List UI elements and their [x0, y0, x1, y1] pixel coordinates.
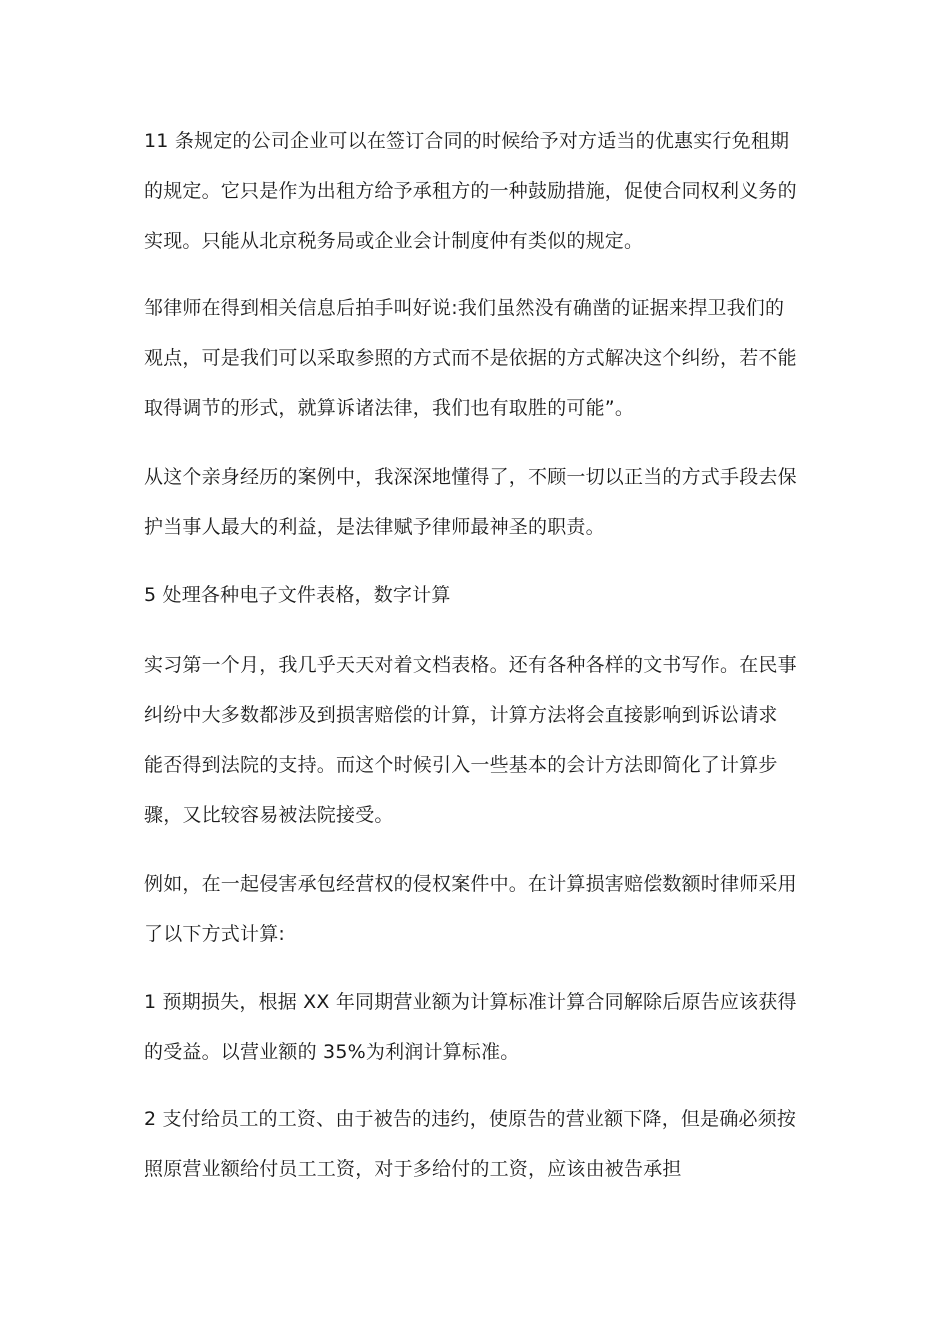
paragraph-lawyer-quote	[144, 283, 814, 433]
text-line: 护当事人最大的利益，是法律赋予律师最神圣的职责。	[144, 516, 605, 538]
text-line: 实现。只能从北京税务局或企业会计制度仲有类似的规定。	[144, 230, 644, 252]
heading-line: 5 处理各种电子文件表格，数字计算	[144, 584, 451, 606]
section-heading-5	[144, 570, 814, 620]
text-line: 11 条规定的公司企业可以在签订合同的时候给予对方适当的优惠实行免租期	[144, 130, 790, 152]
list-item-employee-wages	[144, 1094, 814, 1194]
text-line: 观点，可是我们可以采取参照的方式而不是依据的方式解决这个纠纷，若不能	[144, 347, 797, 369]
text-line: 纠纷中大多数都涉及到损害赔偿的计算，计算方法将会直接影响到诉讼请求	[144, 704, 778, 726]
text-line: 取得调节的形式，就算诉诸法律，我们也有取胜的可能”。	[144, 397, 635, 419]
text-line: 的规定。它只是作为出租方给予承租方的一种鼓励措施，促使合同权利义务的	[144, 180, 797, 202]
text-line: 骤，又比较容易被法院接受。	[144, 804, 394, 826]
text-line: 照原营业额给付员工工资，对于多给付的工资，应该由被告承担	[144, 1158, 682, 1180]
text-line: 的受益。以营业额的 35%为利润计算标准。	[144, 1041, 520, 1063]
text-line: 能否得到法院的支持。而这个时候引入一些基本的会计方法即简化了计算步	[144, 754, 778, 776]
text-line: 例如，在一起侵害承包经营权的侵权案件中。在计算损害赔偿数额时律师采用	[144, 873, 797, 895]
text-line: 邹律师在得到相关信息后拍手叫好说:我们虽然没有确凿的证据来捍卫我们的	[144, 297, 785, 319]
paragraph-first-month	[144, 640, 814, 840]
list-item-expected-loss	[144, 977, 814, 1077]
paragraph-lease-exemption	[144, 116, 814, 266]
text-line: 了以下方式计算:	[144, 923, 286, 945]
paragraph-lesson-learned	[144, 452, 814, 552]
text-line: 实习第一个月，我几乎天天对着文档表格。还有各种各样的文书写作。在民事	[144, 654, 797, 676]
text-line: 1 预期损失，根据 XX 年同期营业额为计算标准计算合同解除后原告应该获得	[144, 991, 797, 1013]
paragraph-example-case	[144, 859, 814, 959]
text-line: 从这个亲身经历的案例中，我深深地懂得了，不顾一切以正当的方式手段去保	[144, 466, 797, 488]
text-line: 2 支付给员工的工资、由于被告的违约，使原告的营业额下降，但是确必须按	[144, 1108, 797, 1130]
